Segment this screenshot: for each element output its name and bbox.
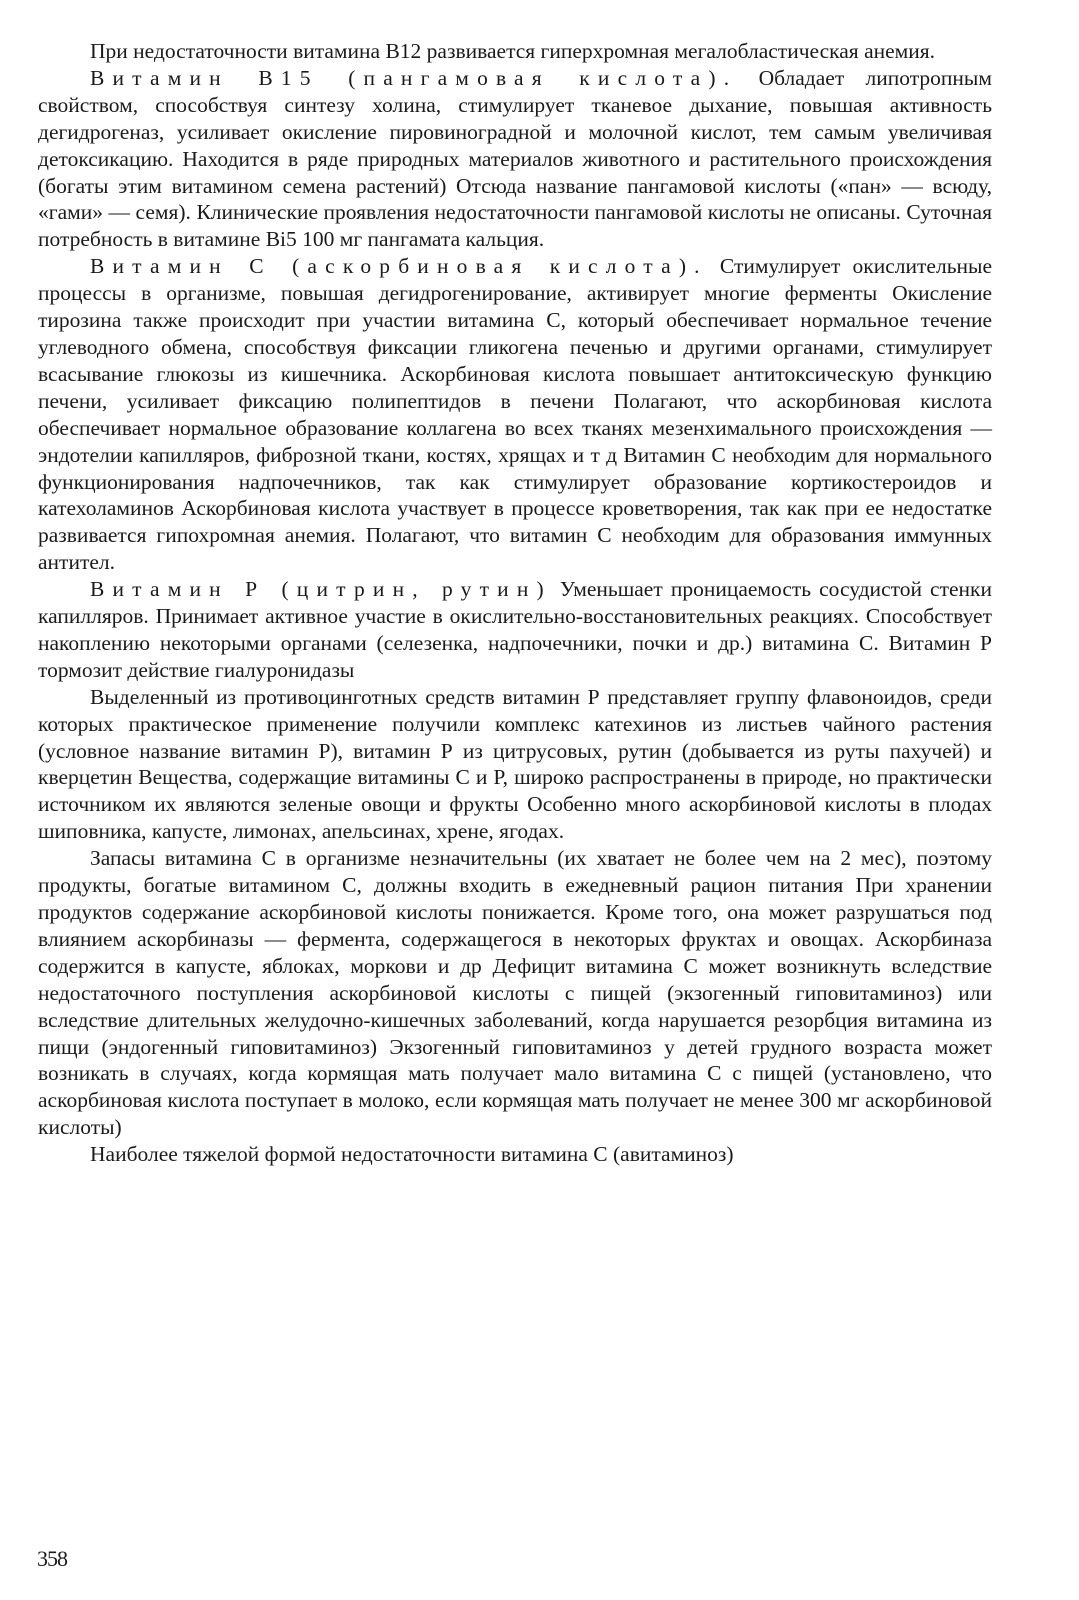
- page-body: [38, 38, 992, 1168]
- page-number: 358: [37, 1546, 67, 1571]
- paragraph-heading: Витамин С (аскорбиновая кислота).: [90, 254, 708, 279]
- paragraph-avitaminosis: [38, 1141, 992, 1168]
- paragraph-text: Выделенный из противоцинготных средств витамин Р представляет группу флавоноидов, среди которых практическое применение получили комплекс катехинов из листьев чайного растения (условное название витамин Р), витамин Р из цитрусовых, рутин (добывается из руты пахучей) и кверцетин Вещества, содержащие витамины С и Р, широко распространены в природе, но практически источником их являются зеленые овощи и фрукты Особенно много аскорбиновой кислоты в плодах шиповника, капусте, лимонах, апельсинах, хрене, ягодах.: [38, 684, 992, 844]
- paragraph-text: Стимулирует окислительные процессы в организме, повышая дегидрогенирование, активирует многие ферменты Окисление тирозина также происходит при участии витамина С, который обеспечивает нормальное течение углеводного обмена, способствуя фиксации гликогена печенью и другими органами, стимулирует всасывание глюкозы из кишечника. Аскорбиновая кислота повышает антитоксическую функцию печени, усиливает фиксацию полипептидов в печени Полагают, что аскорбиновая кислота обеспечивает нормальное образование коллагена во всех тканях мезенхимального происхождения — эндотелии капилляров, фиброзной ткани, костях, хрящах и т д Витамин С необходим для нормального функционирования надпочечников, так как стимулирует образование кортикостероидов и катехоламинов Аскорбиновая кислота участвует в процессе кроветворения, так как при ее недостатке развивается гипохромная анемия. Полагают, что витамин С необходим для образования иммунных антител.: [38, 254, 992, 575]
- paragraph-flavonoids: [38, 684, 992, 845]
- paragraph-text: Обладает липотропным свойством, способствуя синтезу холина, стимулирует тканевое дыхание, повышая активность дегидрогеназ, усиливает окисление пировиноградной и молочной кислот, тем самым увеличивая детоксикацию. Находится в ряде природных материалов животного и растительного происхождения (богаты этим витамином семена растений) Отсюда название пангамовой кислоты («пан» — всюду, «гами» — семя). Клинические проявления недостаточности пангамовой кислоты не описаны. Суточная потребность в витамине Bi5 100 мг пангамата кальция.: [38, 65, 992, 252]
- paragraph-heading: Витамин Р (цитрин, рутин): [90, 577, 552, 602]
- paragraph-vitamin-c: [38, 253, 992, 576]
- paragraph-vitamin-c-reserves: [38, 845, 992, 1141]
- paragraph-text: Наиболее тяжелой формой недостаточности витамина С (авитаминоз): [90, 1142, 734, 1167]
- paragraph-vitamin-b15: [38, 65, 992, 253]
- paragraph-vitamin-p: [38, 576, 992, 684]
- paragraph-text: Уменьшает проницаемость сосудистой стенки капилляров. Принимает активное участие в окислительно-восстановительных реакциях. Способствует накоплению некоторыми органами (селезенка, надпочечники, почки и др.) витамина С. Витамин Р тормозит действие гиалуронидазы: [38, 577, 992, 682]
- paragraph-heading: Витамин B15 (пангамовая кислота).: [90, 65, 738, 90]
- paragraph-b12-anemia: [38, 38, 992, 65]
- paragraph-text: При недостаточности витамина В12 развивается гиперхромная мегалобластическая анемия.: [90, 39, 936, 63]
- paragraph-text: Запасы витамина С в организме незначительны (их хватает не более чем на 2 мес), поэтому продукты, богатые витамином С, должны входить в ежедневный рацион питания При хранении продуктов содержание аскорбиновой кислоты понижается. Кроме того, она может разрушаться под влиянием аскорбиназы — фермента, содержащегося в некоторых фруктах и овощах. Аскорбиназа содержится в капусте, яблоках, моркови и др Дефицит витамина С может возникнуть вследствие недостаточного поступления аскорбиновой кислоты с пищей (экзогенный гиповитаминоз) или вследствие длительных желудочно-кишечных заболеваний, когда нарушается резорбция витамина из пищи (эндогенный гиповитаминоз) Экзогенный гиповитаминоз у детей грудного возраста может возникать в случаях, когда кормящая мать получает мало витамина С с пищей (установлено, что аскорбиновая кислота поступает в молоко, если кормящая мать получает не менее 300 мг аскорбиновой кислоты): [38, 846, 992, 1140]
